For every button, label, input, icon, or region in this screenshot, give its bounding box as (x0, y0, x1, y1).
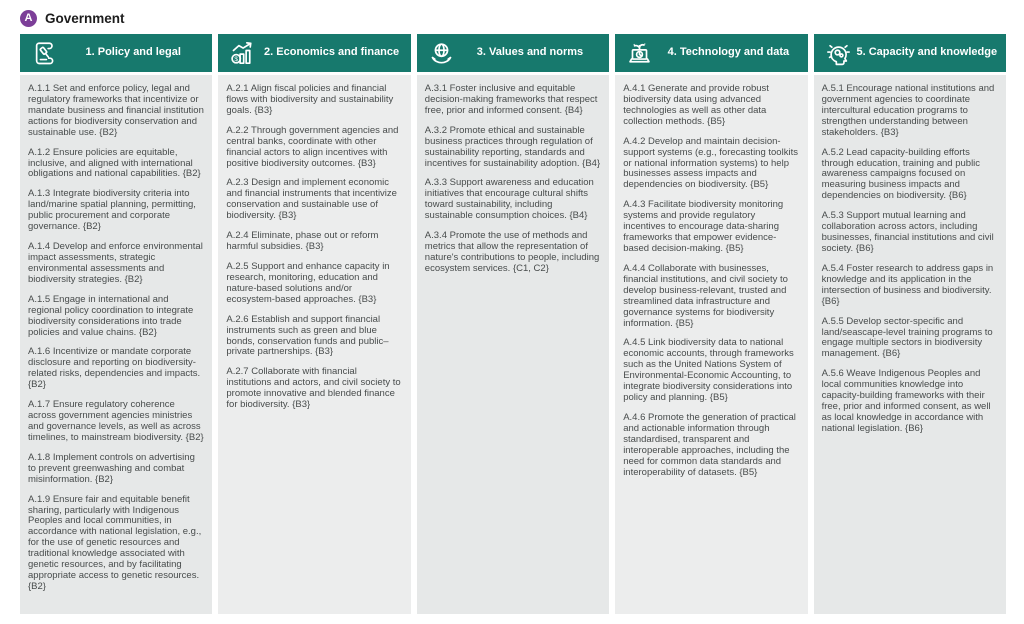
column-title: 1. Policy and legal (85, 46, 181, 59)
column-body-5 (814, 75, 1006, 614)
action-item: A.2.6 Establish and support financial instruments such as green and blue bonds, conservation funds and public–private partnerships. {B3} (226, 313, 389, 358)
action-item: A.5.4 Foster research to address gaps in knowledge and its application in the intersection of business and biodiversity. {B6} (821, 262, 994, 307)
action-item: A.2.5 Support and enhance capacity in research, monitoring, education and nature-based solutions and/or ecosystem-based approaches. {B3} (226, 260, 390, 305)
column-5 (814, 34, 1006, 614)
globe-hands-icon (427, 39, 456, 68)
laptop-data-icon (625, 39, 654, 68)
column-title: 4. Technology and data (667, 46, 790, 59)
column-header-3 (417, 34, 609, 72)
action-item: A.1.5 Engage in international and regional policy coordination to integrate biodiversity considerations into trade policies and value chains. {B2} (28, 293, 194, 338)
action-item: A.2.3 Design and implement economic and financial instruments that incentivize conservation and sustainable use of biodiversity. {B3} (226, 177, 397, 222)
action-item: A.1.3 Integrate biodiversity criteria into land/marine spatial planning, permitting, public procurement and corporate governance. {B2} (28, 188, 196, 233)
action-item: A.1.4 Develop and enforce environmental impact assessments, strategic environmental assessments and biodiversity strategies. {B2} (28, 241, 203, 285)
action-item: A.5.3 Support mutual learning and collaboration across actors, including businesses, financial institutions and civil society. {B6} (821, 210, 994, 254)
column-header-1 (20, 34, 212, 72)
action-item: A.4.4 Collaborate with businesses, financial institutions, and civil society to develop business-relevant, trusted and streamlined data infrastructure and governance systems for biodiversity information. {B5} (623, 262, 788, 329)
action-item: A.2.7 Collaborate with financial institutions and actors, and civil society to promote innovative and blended finance for biodiversity. {B3} (226, 366, 401, 411)
scroll-gavel-icon (30, 39, 59, 68)
column-4 (615, 34, 807, 614)
action-columns-grid (20, 34, 1006, 614)
column-1 (20, 34, 212, 614)
action-item: A.1.9 Ensure fair and equitable benefit sharing, particularly with Indigenous Peoples and local communities, in accordance with national legislation, e.g., for the use of genetic resources and traditional knowledge associated with genetic resources, and by facilitating appropriate access to genetic resources. {B2} (28, 493, 202, 592)
action-item: A.5.6 Weave Indigenous Peoples and local communities knowledge into capacity-building frameworks with their free, prior and informed consent, as well as local knowledge in accordance with national legislation. {B6} (821, 368, 991, 434)
action-item: A.5.1 Encourage national institutions and government agencies to coordinate intercultural education programs to strengthen understanding between stakeholders. {B3} (821, 83, 995, 138)
column-body-1 (20, 75, 212, 614)
action-item: A.5.2 Lead capacity-building efforts through education, training and public awareness campaigns focused on measuring business impacts and dependencies on biodiversity. {B6} (821, 146, 981, 202)
chart-dollar-icon (228, 39, 257, 68)
action-item: A.4.6 Promote the generation of practical and actionable information through standardised, transparent and interoperable approaches, including the need for common data standards and interoperability of datasets. {B5} (623, 411, 796, 478)
action-item: A.1.2 Ensure policies are equitable, inclusive, and aligned with international obligations and national capabilities. {B2} (28, 146, 201, 180)
section-a-badge: A (20, 10, 37, 27)
column-header-4 (615, 34, 807, 72)
action-item: A.2.2 Through government agencies and central banks, coordinate with other financial actors to align incentives with positive biodiversity outcomes. {B3} (226, 124, 399, 169)
action-item: A.1.1 Set and enforce policy, legal and regulatory frameworks that incentivize or mandate business and financial institution actions for biodiversity conservation and sustainable use. {B2} (28, 83, 204, 138)
action-item: A.1.8 Implement controls on advertising to prevent greenwashing and combat misinformation. {B2} (28, 451, 195, 485)
section-title: Government (45, 10, 125, 26)
column-body-4 (615, 75, 807, 614)
action-item: A.4.2 Develop and maintain decision-support systems (e.g., forecasting toolkits or national information systems) to help businesses assess impacts and dependencies on biodiversity. {B5} (623, 135, 798, 191)
action-item: A.3.3 Support awareness and education initiatives that encourage cultural shifts toward sustainability, including sustainable consumption choices. {B4} (424, 177, 594, 222)
column-header-5 (814, 34, 1006, 72)
action-item: A.2.4 Eliminate, phase out or reform harmful subsidies. {B3} (226, 230, 379, 253)
column-3 (417, 34, 609, 614)
column-title: 5. Capacity and knowledge (856, 46, 998, 59)
svg-text:$: $ (234, 55, 239, 63)
action-item: A.1.7 Ensure regulatory coherence across government agencies ministries and governance levels, as well as across timelines, to mainstream biodiversity. {B2} (28, 399, 204, 443)
column-title: 3. Values and norms (476, 46, 584, 59)
action-item: A.3.2 Promote ethical and sustainable business practices through regulation of sustainability reporting, standards and incentives for sustainability adoption. {B4} (424, 124, 601, 169)
head-gears-icon (824, 39, 853, 68)
column-body-2 (218, 75, 410, 614)
column-2 (218, 34, 410, 614)
action-item: A.4.3 Facilitate biodiversity monitoring systems and provide regulatory incentives to encourage data-sharing frameworks that empower evidence-based decision-making. {B5} (623, 199, 784, 254)
section-header (20, 7, 1006, 29)
action-item: A.3.1 Foster inclusive and equitable decision-making frameworks that respect free, prior and informed consent. {B4} (424, 83, 598, 116)
action-item: A.2.1 Align fiscal policies and financial flows with biodiversity and sustainability goals. {B3} (226, 83, 394, 116)
action-item: A.4.1 Generate and provide robust biodiversity data using advanced technologies as well as other data collection methods. {B5} (623, 83, 769, 127)
action-item: A.4.5 Link biodiversity data to national economic accounts, through frameworks such as the United Nations System of Environmental-Economic Accounting, to integrate biodiversity considerations into policy and planning. {B5} (623, 337, 794, 404)
action-item: A.3.4 Promote the use of methods and metrics that allow the representation of nature's contributions to people, including ecosystem services. {C1, C2} (424, 230, 600, 274)
column-title: 2. Economics and finance (264, 46, 400, 59)
column-header-2 (218, 34, 410, 72)
column-body-3 (417, 75, 609, 614)
action-item: A.1.6 Incentivize or mandate corporate disclosure and reporting on biodiversity-related risks, dependencies and impacts. {B2} (28, 346, 201, 391)
action-item: A.5.5 Develop sector-specific and land/seascape-level training programs to engage multiple sectors in biodiversity management. {B6} (821, 315, 993, 360)
